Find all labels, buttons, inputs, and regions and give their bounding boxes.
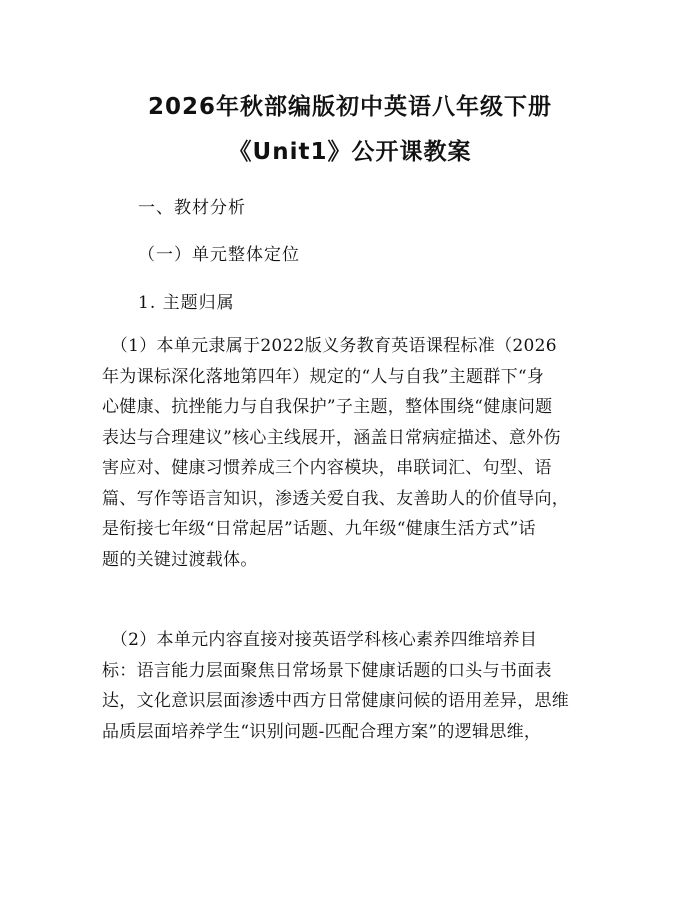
paragraph-1-line: 表达与合理建议”核心主线展开，涵盖日常病症描述、意外伤: [102, 427, 561, 448]
paragraph-1-line: 篇、写作等语言知识，渗透关爱自我、友善助人的价值导向，: [102, 488, 570, 509]
paragraph-2-line: 标：语言能力层面聚焦日常场景下健康话题的口头与书面表: [102, 660, 552, 681]
section-heading-teaching-material-analysis: 一、教材分析: [138, 198, 246, 218]
paragraph-1: [102, 331, 602, 575]
item-heading-theme-attribution: 1. 主题归属: [138, 293, 235, 313]
paragraph-1-line: 心健康、抗挫能力与自我保护”子主题，整体围绕“健康问题: [102, 397, 553, 417]
subsection-heading-unit-positioning: （一）单元整体定位: [138, 245, 300, 265]
paragraph-1-line: 题的关键过渡载体。: [102, 549, 258, 570]
paragraph-1-line: 年为课标深化落地第四年）规定的“人与自我”主题群下“身: [102, 366, 545, 387]
document-title-line-1: 2026年秋部编版初中英语八年级下册: [147, 94, 552, 120]
paragraph-2: [102, 625, 602, 747]
paragraph-2-line: 达，文化意识层面渗透中西方日常健康问候的语用差异，思维: [102, 691, 570, 711]
paragraph-2-line: （2）本单元内容直接对接英语学科核心素养四维培养目: [102, 630, 538, 650]
paragraph-1-line: 害应对、健康习惯养成三个内容模块，串联词汇、句型、语: [102, 458, 552, 478]
document-title-line-2: 《Unit1》公开课教案: [228, 139, 472, 165]
paragraph-1-line: （1）本单元隶属于2022版义务教育英语课程标准（2026: [102, 336, 557, 356]
paragraph-2-line: 品质层面培养学生“识别问题-匹配合理方案”的逻辑思维，: [102, 721, 542, 742]
paragraph-1-line: 是衔接七年级“日常起居”话题、九年级“健康生活方式”话: [102, 519, 536, 539]
